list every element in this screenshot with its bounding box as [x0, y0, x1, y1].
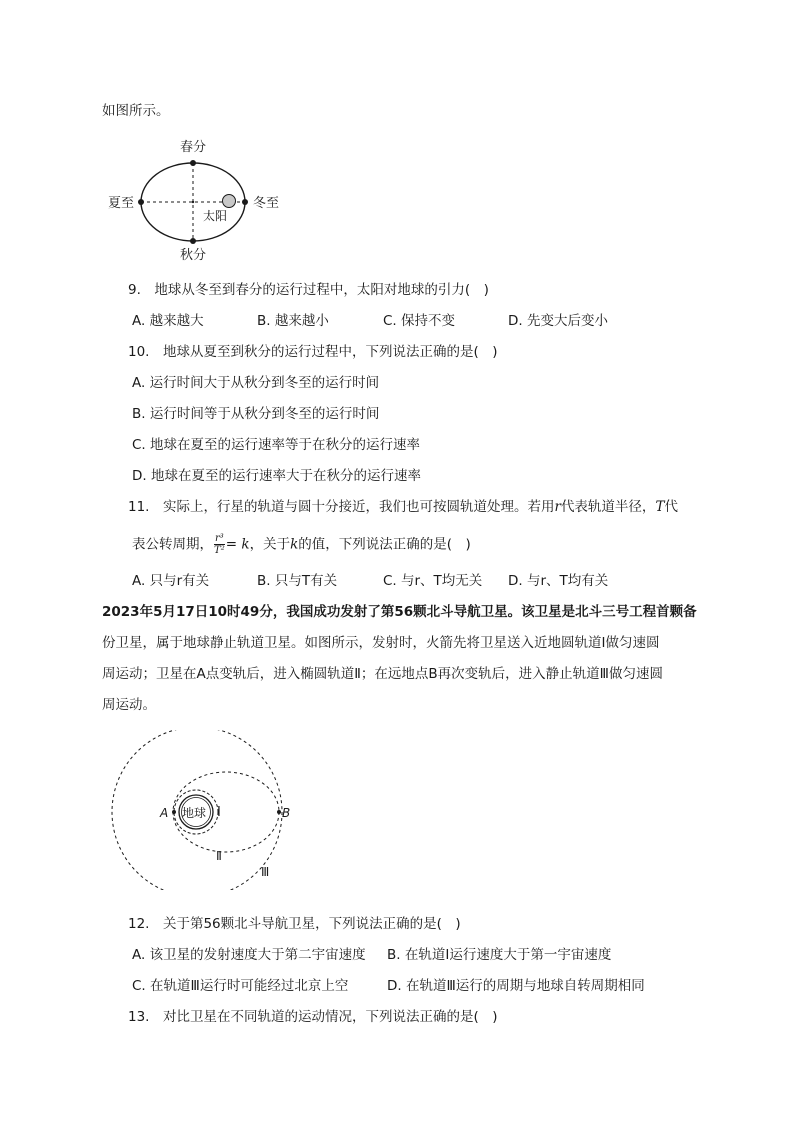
q11-stem-b: 代表轨道半径，: [560, 499, 656, 515]
q9-option-a[interactable]: A. 越来越大: [132, 313, 204, 329]
q10-option-b[interactable]: B. 运行时间等于从秋分到冬至的运行时间: [132, 406, 380, 422]
q12-option-b[interactable]: B. 在轨道Ⅰ运行速度大于第一宇宙速度: [387, 947, 612, 963]
q12-option-c[interactable]: C. 在轨道Ⅲ运行时可能经过北京上空: [132, 978, 349, 994]
point-b: [277, 810, 281, 814]
q11-stem-line1: [128, 497, 678, 517]
label-a: A: [160, 806, 169, 820]
label-sun: 太阳: [203, 209, 228, 223]
q11-frac-den: T²: [214, 545, 225, 556]
earth-spring-point: [190, 160, 196, 166]
passage-line4: 周运动。: [102, 697, 156, 713]
intro-line: 如图所示。: [102, 103, 170, 119]
passage-line1: 2023年5月17日10时49分，我国成功发射了第56颗北斗导航卫星。该卫星是北斗三号工程首颗备: [102, 604, 697, 620]
q11-var-r: r: [554, 499, 561, 515]
label-earth: 地球: [182, 806, 207, 820]
earth-winter-point: [242, 199, 248, 205]
q11-line2-b: ，关于: [249, 536, 291, 553]
q10-option-d[interactable]: D. 地球在夏至的运行速率大于在秋分的运行速率: [132, 468, 421, 484]
orbit-figure: [100, 133, 300, 265]
q11-var-t: T: [655, 499, 665, 515]
passage-line2: 份卫星，属于地球静止轨道卫星。如图所示，发射时，火箭先将卫星送入近地圆轨道Ⅰ做匀速圆: [102, 635, 660, 651]
q11-option-c[interactable]: C. 与r、T均无关: [383, 573, 483, 589]
label-autumn: 秋分: [180, 248, 207, 263]
q11-line2-a: 表公转周期，: [132, 536, 213, 553]
label-orbit-iii: Ⅲ: [261, 865, 270, 879]
q13-stem: 13. 对比卫星在不同轨道的运动情况，下列说法正确的是( ): [128, 1009, 498, 1025]
q9-option-d[interactable]: D. 先变大后变小: [508, 313, 608, 329]
label-orbit-i: Ⅰ: [217, 805, 221, 820]
q10-option-a[interactable]: A. 运行时间大于从秋分到冬至的运行时间: [132, 375, 380, 391]
point-a: [172, 810, 176, 814]
q11-option-d[interactable]: D. 与r、T均有关: [508, 573, 609, 589]
earth-summer-point: [138, 199, 144, 205]
q10-option-c[interactable]: C. 地球在夏至的运行速率等于在秋分的运行速率: [132, 437, 421, 453]
q9-option-c[interactable]: C. 保持不变: [383, 313, 456, 329]
q11-option-b[interactable]: B. 只与T有关: [257, 573, 338, 589]
label-summer: 夏至: [108, 196, 135, 211]
earth-autumn-point: [190, 238, 196, 244]
satellite-orbit-figure: [100, 730, 320, 890]
q11-stem-a: 11. 实际上，行星的轨道与圆十分接近，我们也可按圆轨道处理。若用: [128, 499, 555, 515]
q11-equation: = k: [225, 536, 250, 553]
q11-stem-c: 代: [664, 499, 678, 515]
q11-fraction: [214, 533, 225, 556]
label-orbit-ii: Ⅱ: [216, 849, 222, 863]
q9-stem: 9. 地球从冬至到春分的运行过程中，太阳对地球的引力( ): [128, 282, 489, 298]
label-b: B: [282, 806, 291, 820]
q11-frac-num: r³: [215, 533, 224, 544]
sun-icon: [223, 195, 236, 208]
q11-option-a[interactable]: A. 只与r有关: [132, 573, 210, 589]
q11-line2-c: 的值，下列说法正确的是( ): [298, 536, 471, 553]
q11-stem-line2: [132, 533, 471, 556]
q11-var-k: k: [290, 536, 299, 553]
label-spring: 春分: [180, 140, 207, 155]
q12-option-d[interactable]: D. 在轨道Ⅲ运行的周期与地球自转周期相同: [387, 978, 645, 994]
label-winter: 冬至: [253, 196, 280, 211]
passage-line3: 周运动；卫星在A点变轨后，进入椭圆轨道Ⅱ；在远地点B再次变轨后，进入静止轨道Ⅲ做匀速圆: [102, 666, 663, 682]
q12-stem: 12. 关于第56颗北斗导航卫星，下列说法正确的是( ): [128, 916, 461, 932]
q9-option-b[interactable]: B. 越来越小: [257, 313, 329, 329]
q10-stem: 10. 地球从夏至到秋分的运行过程中，下列说法正确的是( ): [128, 344, 498, 360]
q12-option-a[interactable]: A. 该卫星的发射速度大于第二宇宙速度: [132, 947, 366, 963]
